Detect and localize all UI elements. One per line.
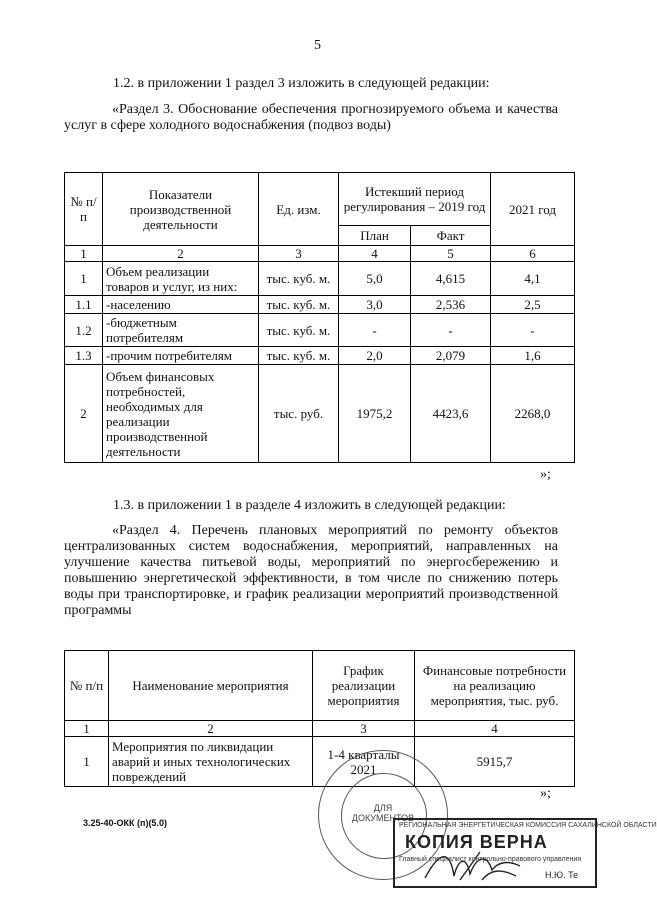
row-name: -населению (103, 296, 259, 314)
table-planned-measures (64, 650, 575, 787)
row-plan: 2,0 (339, 347, 411, 365)
copy-certified-stamp (393, 818, 657, 888)
row-schedule: 1-4 кварталы 2021 (313, 737, 415, 787)
header-finance: Финансовые потребности на реализацию мероприятия, тыс. руб. (415, 651, 575, 721)
table-row (65, 365, 575, 463)
section-1-2-intro: 1.2. в приложении 1 раздел 3 изложить в следующей редакции: (113, 76, 490, 91)
row-plan: - (339, 314, 411, 347)
header-plan: План (339, 226, 411, 246)
col-number: 3 (313, 721, 415, 737)
table-production-indicators (64, 172, 575, 463)
row-unit: тыс. куб. м. (259, 296, 339, 314)
row-num: 1.3 (65, 347, 103, 365)
col-number: 2 (109, 721, 313, 737)
row-2021: 2,5 (491, 296, 575, 314)
row-name: Мероприятия по ликвидации аварий и иных технологических повреждений (109, 737, 313, 787)
column-number-row (65, 246, 575, 262)
header-schedule: График реализации мероприятия (313, 651, 415, 721)
page-number: 5 (314, 38, 321, 53)
row-plan: 1975,2 (339, 365, 411, 463)
row-num: 1 (65, 262, 103, 296)
row-fact: 4423,6 (411, 365, 491, 463)
header-period: Истекший период регулирования – 2019 год (339, 173, 491, 226)
header-measure-name: Наименование мероприятия (109, 651, 313, 721)
header-year-2021: 2021 год (491, 173, 575, 246)
col-number: 3 (259, 246, 339, 262)
row-unit: тыс. куб. м. (259, 262, 339, 296)
row-unit: тыс. руб. (259, 365, 339, 463)
row-num: 1 (65, 737, 109, 787)
col-number: 2 (103, 246, 259, 262)
col-number: 5 (411, 246, 491, 262)
header-indicator: Показатели производственной деятельности (103, 173, 259, 246)
row-fact: 4,615 (411, 262, 491, 296)
col-number: 6 (491, 246, 575, 262)
section-4-heading: «Раздел 4. Перечень плановых мероприятий по ремонту объектов централизованных систем водоснабжения, мероприятий, направленных на улучшение качества питьевой воды, мероприятий по энергосбережению и повышению энергетической эффективности, в том числе по снижению потерь воды при транспортировке, и график реализации мероприятий производственной программы (64, 523, 558, 618)
round-seal-text: ДЛЯ ДОКУМЕНТОВ (351, 803, 415, 823)
row-num: 2 (65, 365, 103, 463)
section-1-3-intro: 1.3. в приложении 1 в разделе 4 изложить в следующей редакции: (113, 498, 506, 513)
section-3-heading: «Раздел 3. Обоснование обеспечения прогнозируемого объема и качества услуг в сфере холодного водоснабжения (подвоз воды) (64, 102, 558, 133)
row-fact: 2,536 (411, 296, 491, 314)
row-unit: тыс. куб. м. (259, 347, 339, 365)
table-row (65, 262, 575, 296)
col-number: 4 (415, 721, 575, 737)
header-num: № п/п (65, 651, 109, 721)
row-name: Объем реализации товаров и услуг, из них: (103, 262, 259, 296)
row-2021: 1,6 (491, 347, 575, 365)
table2-end-mark: »; (540, 786, 551, 801)
row-unit: тыс. куб. м. (259, 314, 339, 347)
row-plan: 3,0 (339, 296, 411, 314)
stamp-position: Главный специалист контрольно-правового управления (399, 856, 582, 863)
table-row (65, 737, 575, 787)
table1-end-mark: »; (540, 467, 551, 482)
stamp-signer-name: Н.Ю. Те (545, 870, 579, 880)
row-name: Объем финансовых потребностей, необходимых для реализации производственной деятельности (103, 365, 259, 463)
row-name: -бюджетным потребителям (103, 314, 259, 347)
header-fact: Факт (411, 226, 491, 246)
row-2021: 4,1 (491, 262, 575, 296)
stamp-copy-verified: КОПИЯ ВЕРНА (405, 832, 548, 852)
stamp-org-name: РЕГИОНАЛЬНАЯ ЭНЕРГЕТИЧЕСКАЯ КОМИССИЯ САХАЛИНСКОЙ ОБЛАСТИ (399, 822, 657, 829)
column-number-row (65, 721, 575, 737)
row-2021: - (491, 314, 575, 347)
document-code: 3.25-40-ОКК (п)(5.0) (83, 818, 167, 828)
header-num: № п/п (65, 173, 103, 246)
table-row (65, 314, 575, 347)
row-name: -прочим потребителям (103, 347, 259, 365)
col-number: 4 (339, 246, 411, 262)
row-fact: 2,079 (411, 347, 491, 365)
row-2021: 2268,0 (491, 365, 575, 463)
row-fact: - (411, 314, 491, 347)
header-unit: Ед. изм. (259, 173, 339, 246)
table-row (65, 296, 575, 314)
col-number: 1 (65, 246, 103, 262)
row-plan: 5,0 (339, 262, 411, 296)
row-num: 1.2 (65, 314, 103, 347)
row-num: 1.1 (65, 296, 103, 314)
row-finance: 5915,7 (415, 737, 575, 787)
table-row (65, 347, 575, 365)
col-number: 1 (65, 721, 109, 737)
